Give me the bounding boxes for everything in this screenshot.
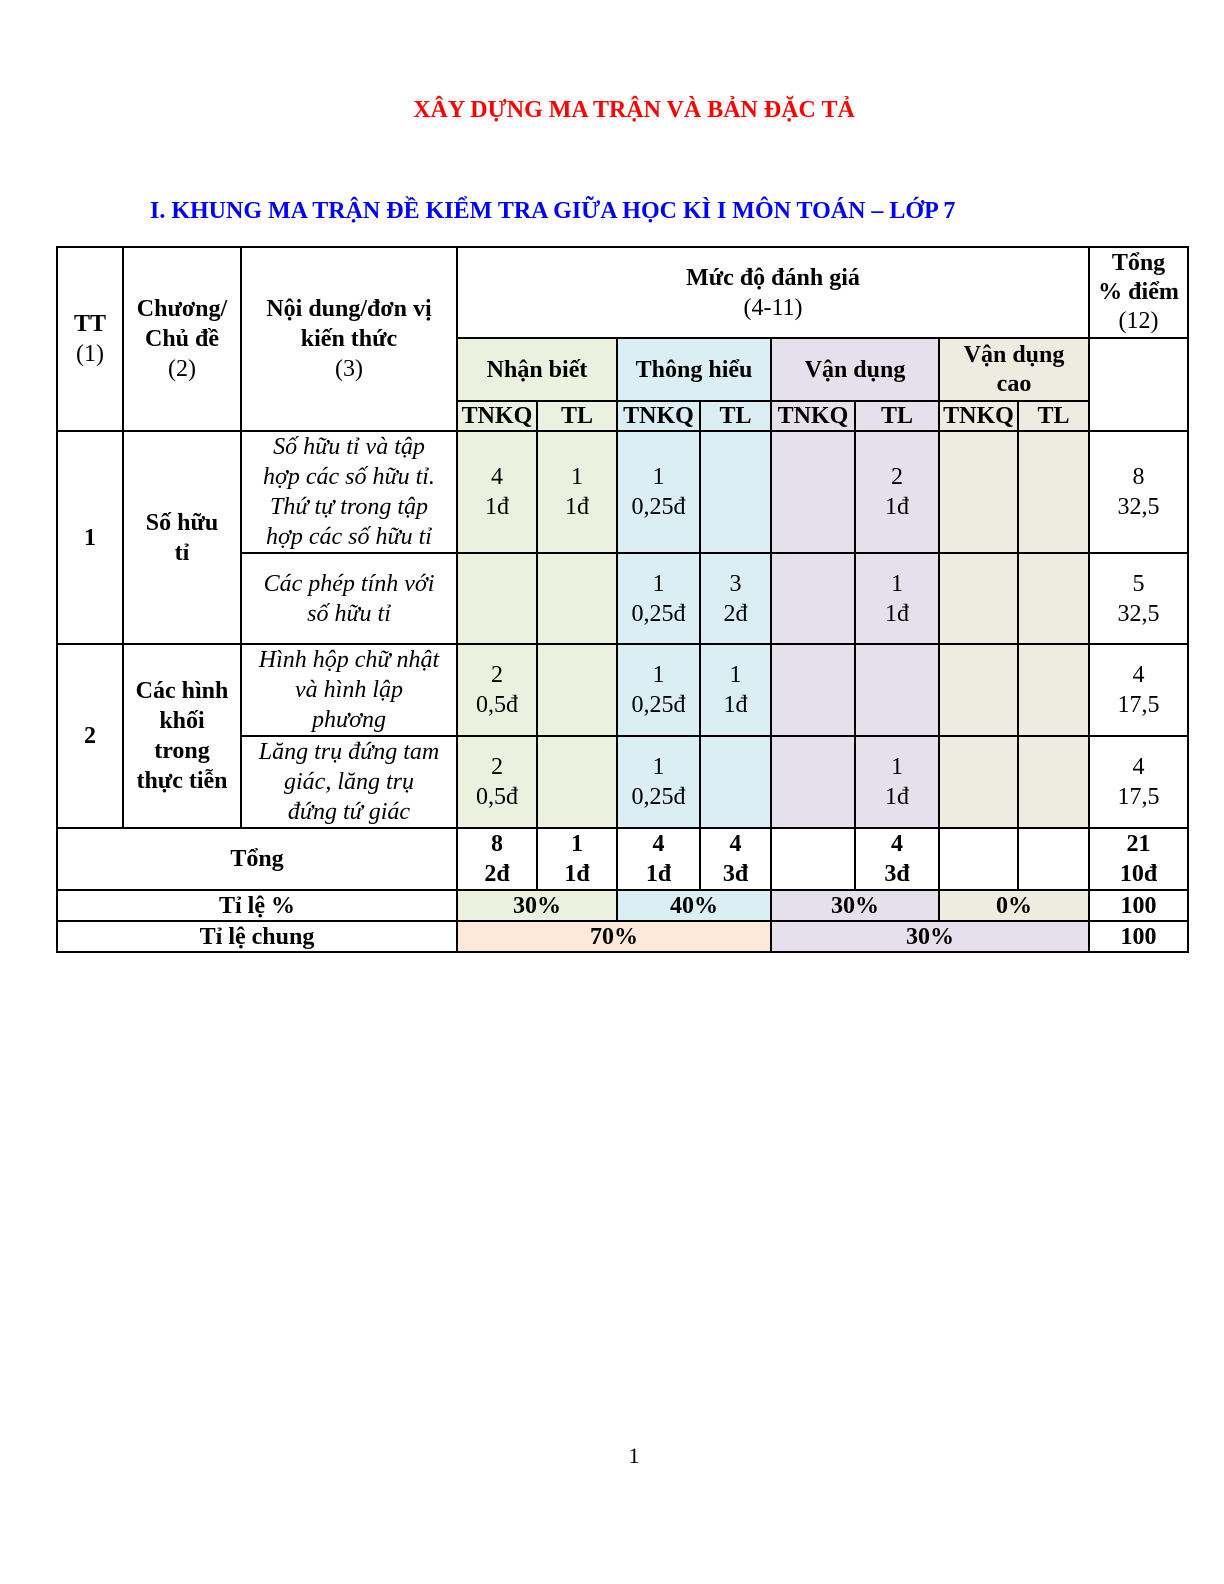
cell-score: 1đ xyxy=(885,784,909,810)
cell-score: 0,25đ xyxy=(631,692,686,718)
cell-th-tnkq xyxy=(617,553,700,644)
cell-score: 1đ xyxy=(485,494,509,520)
header-chuong-line1: Chương/ xyxy=(136,296,228,322)
unit-line: Thứ tự trong tập xyxy=(270,494,428,520)
cell-total xyxy=(1089,644,1188,736)
cell-score: 10đ xyxy=(1119,861,1158,887)
cell-score: 1đ xyxy=(565,494,589,520)
cell-count: 1 xyxy=(571,831,583,857)
cell-vd-tnkq xyxy=(771,736,855,828)
overall-row xyxy=(57,921,1188,952)
cell-vd-tl xyxy=(855,644,939,736)
topic-name-line: khối xyxy=(159,708,205,734)
header-tt-num: (1) xyxy=(76,341,104,367)
cell-vd-tl xyxy=(855,736,939,828)
cell-score: 2đ xyxy=(723,600,748,627)
cell-count: 1 xyxy=(891,570,903,597)
unit-line: hợp các số hữu tỉ. xyxy=(263,464,435,490)
header-vandungcao-line1: Vận dụng xyxy=(963,341,1065,368)
cell-nb-tl xyxy=(537,553,617,644)
cell-score: 1đ xyxy=(723,692,748,718)
header-chuong xyxy=(123,247,241,431)
unit-line: giác, lăng trụ xyxy=(284,769,414,795)
topic-name-line: Các hình xyxy=(135,678,229,704)
cell-total xyxy=(1089,736,1188,828)
unit-line: Số hữu tỉ và tập xyxy=(273,434,425,460)
total-vd-tl xyxy=(855,828,939,890)
cell-vdc-tnkq xyxy=(939,644,1018,736)
total-grand xyxy=(1089,828,1188,890)
header-chuong-num: (2) xyxy=(168,356,196,382)
cell-count: 1 xyxy=(891,754,903,780)
header-tong-line2: % điểm xyxy=(1098,279,1179,305)
unit-name xyxy=(241,431,457,553)
cell-count: 1 xyxy=(652,570,665,597)
cell-vdc-tnkq xyxy=(939,431,1018,553)
cell-th-tl xyxy=(700,736,771,828)
cell-percent: 32,5 xyxy=(1117,600,1160,627)
header-nb-tnkq: TNKQ xyxy=(457,401,537,431)
cell-nb-tnkq xyxy=(457,644,537,736)
cell-count: 1 xyxy=(571,464,583,490)
overall-b: 30% xyxy=(771,921,1089,952)
cell-nb-tnkq xyxy=(457,431,537,553)
percent-th: 40% xyxy=(617,890,771,921)
cell-vdc-tnkq xyxy=(939,553,1018,644)
total-row xyxy=(57,828,1188,890)
percent-vd: 30% xyxy=(771,890,939,921)
total-label: Tổng xyxy=(57,828,457,890)
cell-count: 5 xyxy=(1132,570,1145,597)
percent-row xyxy=(57,890,1188,921)
cell-count: 4 xyxy=(1132,754,1145,780)
header-vandungcao-line2: cao xyxy=(996,370,1032,397)
cell-vdc-tl xyxy=(1018,644,1089,736)
total-vdc-tnkq xyxy=(939,828,1018,890)
unit-line: phương xyxy=(312,707,386,733)
header-th-tl: TL xyxy=(700,401,771,431)
cell-vd-tl xyxy=(855,553,939,644)
cell-count: 4 xyxy=(729,831,742,857)
header-chuong-line2: Chủ đề xyxy=(144,326,220,352)
cell-score: 1đ xyxy=(564,861,590,887)
topic-name-line: Số hữu xyxy=(145,509,219,536)
percent-total: 100 xyxy=(1089,890,1188,921)
cell-count: 4 xyxy=(491,464,503,490)
percent-vdc: 0% xyxy=(939,890,1089,921)
header-tong-num: (12) xyxy=(1118,308,1159,334)
header-noidung-num: (3) xyxy=(335,356,363,382)
unit-line: và hình lập xyxy=(295,677,403,703)
cell-th-tl xyxy=(700,553,771,644)
cell-count: 4 xyxy=(891,831,903,857)
unit-name xyxy=(241,553,457,644)
cell-vd-tnkq xyxy=(771,644,855,736)
cell-count: 1 xyxy=(652,662,665,688)
cell-nb-tl xyxy=(537,431,617,553)
cell-vdc-tl xyxy=(1018,736,1089,828)
document-title: XÂY DỰNG MA TRẬN VÀ BẢN ĐẶC TẢ xyxy=(413,97,855,123)
unit-name xyxy=(241,644,457,736)
cell-count: 1 xyxy=(652,464,665,490)
cell-percent: 17,5 xyxy=(1117,784,1160,810)
header-noidung-line1: Nội dung/đơn vị xyxy=(266,296,432,322)
table-row xyxy=(57,431,1188,553)
cell-th-tnkq xyxy=(617,431,700,553)
unit-line: số hữu tỉ xyxy=(307,600,391,627)
cell-score: 1đ xyxy=(885,494,909,520)
header-vdc-tnkq: TNKQ xyxy=(939,401,1018,431)
header-nhanbiet: Nhận biết xyxy=(457,338,617,401)
topic-name xyxy=(123,431,241,644)
header-noidung xyxy=(241,247,457,431)
cell-th-tnkq xyxy=(617,644,700,736)
section-title: I. KHUNG MA TRẬN ĐỀ KIỂM TRA GIỮA HỌC KÌ I MÔN TOÁN – LỚP 7 xyxy=(150,198,956,224)
cell-count: 2 xyxy=(491,662,503,688)
header-mucdo-num: (4-11) xyxy=(743,294,803,321)
cell-count: 8 xyxy=(491,831,503,857)
page-number: 1 xyxy=(628,1443,640,1468)
cell-score: 0,5đ xyxy=(476,784,518,810)
header-thonghieu: Thông hiểu xyxy=(617,338,771,401)
cell-score: 1đ xyxy=(885,600,909,627)
cell-score: 2đ xyxy=(484,861,510,887)
cell-score: 0,25đ xyxy=(631,494,686,520)
header-vd-tl: TL xyxy=(855,401,939,431)
topic-name xyxy=(123,644,241,828)
cell-vd-tnkq xyxy=(771,553,855,644)
header-tong xyxy=(1089,247,1188,338)
header-noidung-line2: kiến thức xyxy=(300,326,398,352)
header-vd-tnkq: TNKQ xyxy=(771,401,855,431)
total-vdc-tl xyxy=(1018,828,1089,890)
header-mucdo-label: Mức độ đánh giá xyxy=(686,264,860,291)
cell-score: 1đ xyxy=(645,861,672,887)
cell-total xyxy=(1089,553,1188,644)
cell-count: 4 xyxy=(1132,662,1145,688)
cell-nb-tnkq xyxy=(457,736,537,828)
header-nb-tl: TL xyxy=(537,401,617,431)
cell-count: 2 xyxy=(491,754,503,780)
cell-vdc-tl xyxy=(1018,431,1089,553)
cell-percent: 17,5 xyxy=(1117,692,1160,718)
cell-th-tl xyxy=(700,644,771,736)
topic-tt: 1 xyxy=(57,431,123,644)
assessment-matrix-table xyxy=(56,246,1189,953)
cell-th-tl xyxy=(700,431,771,553)
unit-line: hợp các số hữu tỉ xyxy=(266,524,432,550)
topic-name-line: tỉ xyxy=(174,539,190,566)
overall-label: Tỉ lệ chung xyxy=(57,921,457,952)
total-nb-tnkq xyxy=(457,828,537,890)
overall-total: 100 xyxy=(1089,921,1188,952)
cell-score: 0,25đ xyxy=(631,600,686,627)
cell-vd-tnkq xyxy=(771,431,855,553)
cell-nb-tnkq xyxy=(457,553,537,644)
header-vdc-tl: TL xyxy=(1018,401,1089,431)
header-tong-line1: Tổng xyxy=(1111,250,1166,276)
topic-name-line: thực tiễn xyxy=(136,768,228,794)
cell-score: 0,25đ xyxy=(631,784,686,810)
cell-score: 3đ xyxy=(722,861,749,887)
header-th-tnkq: TNKQ xyxy=(617,401,700,431)
cell-nb-tl xyxy=(537,644,617,736)
cell-count: 8 xyxy=(1132,464,1145,490)
unit-name xyxy=(241,736,457,828)
header-mucdo xyxy=(457,247,1089,338)
overall-a: 70% xyxy=(457,921,771,952)
unit-line: đứng tứ giác xyxy=(287,799,411,825)
table-row xyxy=(57,644,1188,736)
cell-score: 3đ xyxy=(884,861,910,887)
header-tong-empty xyxy=(1089,338,1188,431)
cell-count: 1 xyxy=(652,754,665,780)
cell-count: 2 xyxy=(891,464,903,490)
topic-name-line: trong xyxy=(154,738,210,764)
cell-count: 21 xyxy=(1126,831,1151,857)
unit-line: Các phép tính với xyxy=(263,570,435,597)
total-nb-tl xyxy=(537,828,617,890)
cell-nb-tl xyxy=(537,736,617,828)
total-th-tl xyxy=(700,828,771,890)
cell-count: 1 xyxy=(729,662,742,688)
cell-vdc-tl xyxy=(1018,553,1089,644)
unit-line: Lăng trụ đứng tam xyxy=(258,739,440,765)
cell-count: 3 xyxy=(729,570,742,597)
total-th-tnkq xyxy=(617,828,700,890)
percent-label: Tỉ lệ % xyxy=(57,890,457,921)
cell-total xyxy=(1089,431,1188,553)
header-vandung: Vận dụng xyxy=(771,338,939,401)
cell-count: 4 xyxy=(652,831,665,857)
cell-vdc-tnkq xyxy=(939,736,1018,828)
total-vd-tnkq xyxy=(771,828,855,890)
cell-percent: 32,5 xyxy=(1117,494,1160,520)
header-vandungcao xyxy=(939,338,1089,401)
header-tt xyxy=(57,247,123,431)
cell-vd-tl xyxy=(855,431,939,553)
cell-score: 0,5đ xyxy=(476,692,518,718)
header-tt-label: TT xyxy=(73,311,106,337)
percent-nb: 30% xyxy=(457,890,617,921)
cell-th-tnkq xyxy=(617,736,700,828)
topic-tt: 2 xyxy=(57,644,123,828)
unit-line: Hình hộp chữ nhật xyxy=(258,647,440,673)
